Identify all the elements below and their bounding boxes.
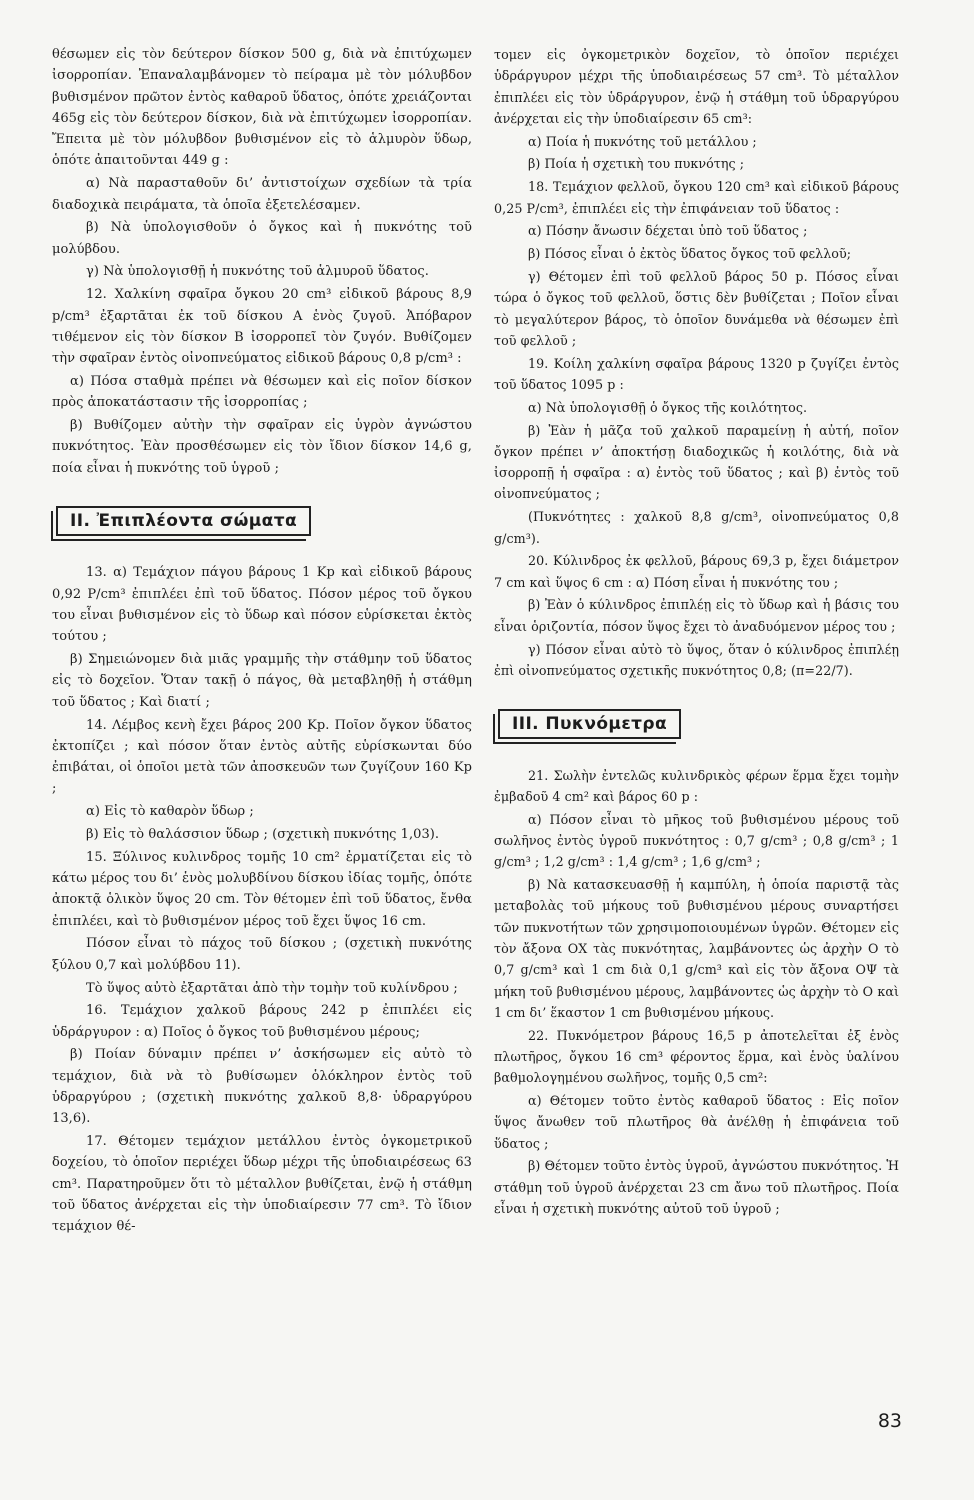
paragraph: β) Σημειώνομεν διὰ μιᾶς γραμμῆς τὴν στάθμην τοῦ ὕδατος εἰς τὸ δοχεῖον. Ὅταν τακῇ ὁ πάγος, θὰ μεταβληθῇ ἡ στάθμη τοῦ ὕδατος ; Καὶ διατί ; xyxy=(52,652,472,710)
problem-16: 16. Τεμάχιον χαλκοῦ βάρους 242 p ἐπιπλέει εἰς ὑδράργυρον : α) Ποῖος ὁ ὄγκος τοῦ βυθισμένου μέρους; xyxy=(52,1003,472,1040)
problem-13: 13. α) Τεμάχιον πάγου βάρους 1 Kp καὶ εἰδικοῦ βάρους 0,92 P/cm³ ἐπιπλέει ἐπὶ τοῦ ὕδατος. Πόσον μέρος τοῦ ὄγκου του εἶναι βυθισμένον εἰς τὸ ὕδωρ καὶ πόσον εὑρίσκεται ἐκτὸς τούτου ; xyxy=(52,565,472,645)
paragraph: β) Ἐὰν ὁ κύλινδρος ἐπιπλέῃ εἰς τὸ ὕδωρ καὶ ἡ βάσις του εἶναι ὁριζοντία, πόσον ὕψος ἔχει τὸ ἀναδυόμενον μέρος του ; xyxy=(494,597,899,634)
problem-14: 14. Λέμβος κενὴ ἔχει βάρος 200 Kp. Ποῖον ὄγκον ὕδατος ἐκτοπίζει ; καὶ πόσον ὅταν ἐντὸς αὐτῆς εὑρίσκωνται δύο ἐπιβάται, οἱ ὁποῖοι μετὰ τῶν ἀποσκευῶν των ζυγίζουν 160 Kp ; xyxy=(52,717,472,797)
paragraph: α) Θέτομεν τοῦτο ἐντὸς καθαροῦ ὕδατος : Εἰς ποῖον ὕψος ἄνωθεν τοῦ πλωτῆρος θὰ ἀνέλθῃ ἡ ἐπιφάνεια τοῦ ὕδατος ; xyxy=(494,1093,899,1151)
section-heading-floating-bodies xyxy=(56,506,311,536)
paragraph: β) Εἰς τὸ θαλάσσιον ὕδωρ ; (σχετικὴ πυκνότης 1,03). xyxy=(86,827,440,842)
right-column xyxy=(494,44,899,1221)
section-numeral: II. xyxy=(70,511,97,532)
problem-18: 18. Τεμάχιον φελλοῦ, ὄγκου 120 cm³ καὶ εἰδικοῦ βάρους 0,25 P/cm³, ἐπιπλέει εἰς τὴν ἐπιφάνειαν τοῦ ὕδατος : xyxy=(494,179,899,216)
paragraph: Πόσον εἶναι τὸ πάχος τοῦ δίσκου ; (σχετικὴ πυκνότης ξύλου 0,7 καὶ μολύβδου 11). xyxy=(52,936,472,973)
paragraph: α) Νὰ ὑπολογισθῇ ὁ ὄγκος τῆς κοιλότητος. xyxy=(528,399,808,415)
paragraph: γ) Θέτομεν ἐπὶ τοῦ φελλοῦ βάρος 50 p. Πόσος εἶναι τώρα ὁ ὄγκος τοῦ φελλοῦ, ὅστις δὲν βυθίζεται ; Ποῖον εἶναι τὸ μεγαλύτερον βάρος, τὸ ὁποῖον δυνάμεθα νὰ θέσωμεν ἐπὶ τοῦ φελλοῦ ; xyxy=(494,268,899,348)
section-numeral: III. xyxy=(512,713,546,734)
paragraph: β) Πόσος εἶναι ὁ ἐκτὸς ὕδατος ὄγκος τοῦ φελλοῦ; xyxy=(528,246,852,262)
paragraph: β) Βυθίζομεν αὐτὴν τὴν σφαῖραν εἰς ὑγρὸν ἀγνώστου πυκνότητος. Ἐὰν προσθέσωμεν εἰς τὸν ἴδιον δίσκον 14,6 g, ποία εἶναι ἡ πυκνότης τοῦ ὑγροῦ ; xyxy=(52,418,472,476)
section-title: Πυκνόμετρα xyxy=(545,713,668,734)
paragraph: α) Πόσα σταθμὰ πρέπει νὰ θέσωμεν καὶ εἰς ποῖον δίσκον πρὸς ἀποκατάστασιν τῆς ἰσορροπίας ; xyxy=(52,373,472,411)
paragraph: Τὸ ὕψος αὐτὸ ἐξαρτᾶται ἀπὸ τὴν τομὴν τοῦ κυλίνδρου ; xyxy=(86,980,458,996)
problem-21: 21. Σωλὴν ἐντελῶς κυλινδρικὸς φέρων ἕρμα ἔχει τομὴν ἐμβαδοῦ 4 cm² καὶ βάρος 60 p : xyxy=(494,767,899,804)
paragraph: α) Νὰ παρασταθοῦν δι’ ἀντιστοίχων σχεδίων τὰ τρία διαδοχικὰ πειράματα, τὰ ὁποῖα ἐξετελέσαμεν. xyxy=(52,176,472,213)
paragraph: α) Εἰς τὸ καθαρὸν ὕδωρ ; xyxy=(86,804,254,820)
paragraph: α) Πόσον εἶναι τὸ μῆκος τοῦ βυθισμένου μέρους τοῦ σωλῆνος ἐντὸς ὑγροῦ πυκνότητος : 0,7 g/cm³ ; 0,8 g/cm³ ; 1 g/cm³ ; 1,2 g/cm³ : 1,4 g/cm³ ; 1,6 g/cm³ ; xyxy=(494,811,899,870)
left-column xyxy=(52,44,472,1239)
paragraph: γ) Νὰ ὑπολογισθῇ ἡ πυκνότης τοῦ ἁλμυροῦ ὕδατος. xyxy=(86,264,429,280)
paragraph: θέσωμεν εἰς τὸν δεύτερον δίσκον 500 g, διὰ νὰ ἐπιτύχωμεν ἰσορροπίαν. Ἐπαναλαμβάνομεν τὸ πείραμα μὲ τὸν μόλυβδον βυθισμένον πρῶτον ἐντὸς καθαροῦ ὕδατος, ὁπότε χρειάζονται 465g εἰς τὸν δεύτερον δίσκον, διὰ νὰ ἐπιτύχωμεν ἰσορροπίαν. Ἔπειτα μὲ τὸν μόλυβδον βυθισμένον εἰς τὸ ἁλμυρὸν ὕδωρ, ὁπότε ἀπαιτοῦνται 449 g : xyxy=(52,47,472,169)
problem-19: 19. Κοίλη χαλκίνη σφαῖρα βάρους 1320 p ζυγίζει ἐντὸς τοῦ ὕδατος 1095 p : xyxy=(494,355,899,392)
paragraph: α) Ποία ἡ πυκνότης τοῦ μετάλλου ; xyxy=(528,133,757,149)
paragraph: β) Νὰ ὑπολογισθοῦν ὁ ὄγκος καὶ ἡ πυκνότης τοῦ μολύβδου. xyxy=(52,220,472,257)
paragraph: β) Νὰ κατασκευασθῇ ἡ καμπύλη, ἡ ὁποία παριστᾷ τὰς μεταβολὰς τοῦ μήκους τοῦ βυθισμένου μέρους συναρτήσει τῶν πυκνοτήτων τῶν χρησιμοποιουμένων ὑγρῶν. Θέτομεν εἰς τὸν ἄξονα ΟΧ τὰς πυκνότητας, λαμβάνοντες ὡς ἀρχὴν Ο τὸ 0,7 g/cm³ καὶ 1 cm διὰ 0,1 g/cm³ καὶ εἰς τὸν ἄξονα ΟΨ τὰ μήκη τοῦ βυθισμένου μέρους, λαμβάνοντες ὡς ἀρχὴν τὸ Ο καὶ 1 cm δι’ ἕκαστον 1 cm βυθισμένου μήκους. xyxy=(494,877,899,1020)
paragraph: α) Πόσην ἄνωσιν δέχεται ὑπὸ τοῦ ὕδατος ; xyxy=(528,223,808,239)
problem-22: 22. Πυκνόμετρον βάρους 16,5 p ἀποτελεῖται ἐξ ἑνὸς πλωτῆρος, ὄγκου 16 cm³ φέροντος ἕρμα, καὶ ἑνὸς ὑαλίνου βαθμολογημένου σωλῆνος, τομῆς 0,5 cm²: xyxy=(494,1027,899,1086)
problem-17: 17. Θέτομεν τεμάχιον μετάλλου ἐντὸς ὀγκομετρικοῦ δοχείου, τὸ ὁποῖον περιέχει ὕδωρ μέχρι τῆς ὑποδιαιρέσεως 63 cm³. Παρατηροῦμεν ὅτι τὸ μέταλλον βυθίζεται, ἐνῷ ἡ στάθμη τοῦ ὕδατος ἀνέρχεται εἰς τὴν ὑποδιαίρεσιν 77 cm³. Τὸ ἴδιον τεμάχιον θέ- xyxy=(52,1134,472,1235)
section-title: Ἐπιπλέοντα σώματα xyxy=(96,511,298,532)
paragraph: τομεν εἰς ὀγκομετρικὸν δοχεῖον, τὸ ὁποῖον περιέχει ὑδράργυρον μέχρι τῆς ὑποδιαιρέσεως 57 cm³. Τὸ μέταλλον ἐπιπλέει εἰς τὸν ὑδράργυρον, ἐνῷ ἡ στάθμη τοῦ ὑδραργύρου ἀνέρχεται εἰς τὴν ὑποδιαίρεσιν 65 cm³: xyxy=(494,47,899,126)
problem-15: 15. Ξύλινος κυλινδρος τομῆς 10 cm² ἐρματίζεται εἰς τὸ κάτω μέρος του δι’ ἑνὸς μολυβδίνου δίσκου ἰδίας τομῆς, ὁπότε ἀποκτᾷ ὁλικὸν ὕψος 20 cm. Τὸν θέτομεν ἐπὶ τοῦ ὕδατος, ἔνθα ἐπιπλέει, καὶ τὸ βυθισμένον μέρος τοῦ ἔχει ὕψος 16 cm. xyxy=(52,849,472,929)
problem-12: 12. Χαλκίνη σφαῖρα ὄγκου 20 cm³ εἰδικοῦ βάρους 8,9 p/cm³ ἐξαρτᾶται ἐκ τοῦ δίσκου Α ἑνὸς ζυγοῦ. Ἀπόβαρον τιθέμενον εἰς τὸν δίσκον Β ἰσορροπεῖ τὸν ζυγόν. Βυθίζομεν τὴν σφαῖραν ἐντὸς οἰνοπνεύματος εἰδικοῦ βάρους 0,8 p/cm³ : xyxy=(52,287,472,367)
paragraph: β) Ποίαν δύναμιν πρέπει ν’ ἀσκήσωμεν εἰς αὐτὸ τὸ τεμάχιον, διὰ νὰ τὸ βυθίσωμεν ὁλόκληρον ἐντὸς τοῦ ὑδραργύρου ; (σχετικὴ πυκνότης χαλκοῦ 8,8· ὑδραργύρου 13,6). xyxy=(52,1047,472,1127)
paragraph: β) Ἐὰν ἡ μᾶζα τοῦ χαλκοῦ παραμείνῃ ἡ αὐτή, ποῖον ὄγκον πρέπει ν’ ἀποκτήσῃ διαδοχικῶς ἡ κοιλότης, διὰ νὰ ἰσορροπῇ ἡ σφαῖρα : α) ἐντὸς τοῦ ὕδατος ; καὶ β) ἐντὸς τοῦ οἰνοπνεύματος ; xyxy=(494,422,899,502)
paragraph: (Πυκνότητες : χαλκοῦ 8,8 g/cm³, οἰνοπνεύματος 0,8 g/cm³). xyxy=(494,509,899,546)
problem-20: 20. Κύλινδρος ἐκ φελλοῦ, βάρους 69,3 p, ἔχει διάμετρον 7 cm καὶ ὕψος 6 cm : α) Πόση εἶναι ἡ πυκνότης του ; xyxy=(494,553,899,590)
page-number: 83 xyxy=(877,1410,902,1432)
paragraph: β) Ποία ἡ σχετικὴ του πυκνότης ; xyxy=(528,156,745,172)
section-heading-hydrometers xyxy=(498,709,681,739)
paragraph: β) Θέτομεν τοῦτο ἐντὸς ὑγροῦ, ἀγνώστου πυκνότητος. Ἡ στάθμη τοῦ ὑγροῦ ἀνέρχεται 23 cm ἄνω τοῦ πλωτῆρος. Ποία εἶναι ἡ σχετικὴ πυκνότης αὐτοῦ τοῦ ὑγροῦ ; xyxy=(494,1158,899,1217)
paragraph: γ) Πόσον εἶναι αὐτὸ τὸ ὕψος, ὅταν ὁ κύλινδρος ἐπιπλέῃ ἐπὶ οἰνοπνεύματος σχετικῆς πυκνότητος 0,8; (π=22/7). xyxy=(494,641,899,678)
